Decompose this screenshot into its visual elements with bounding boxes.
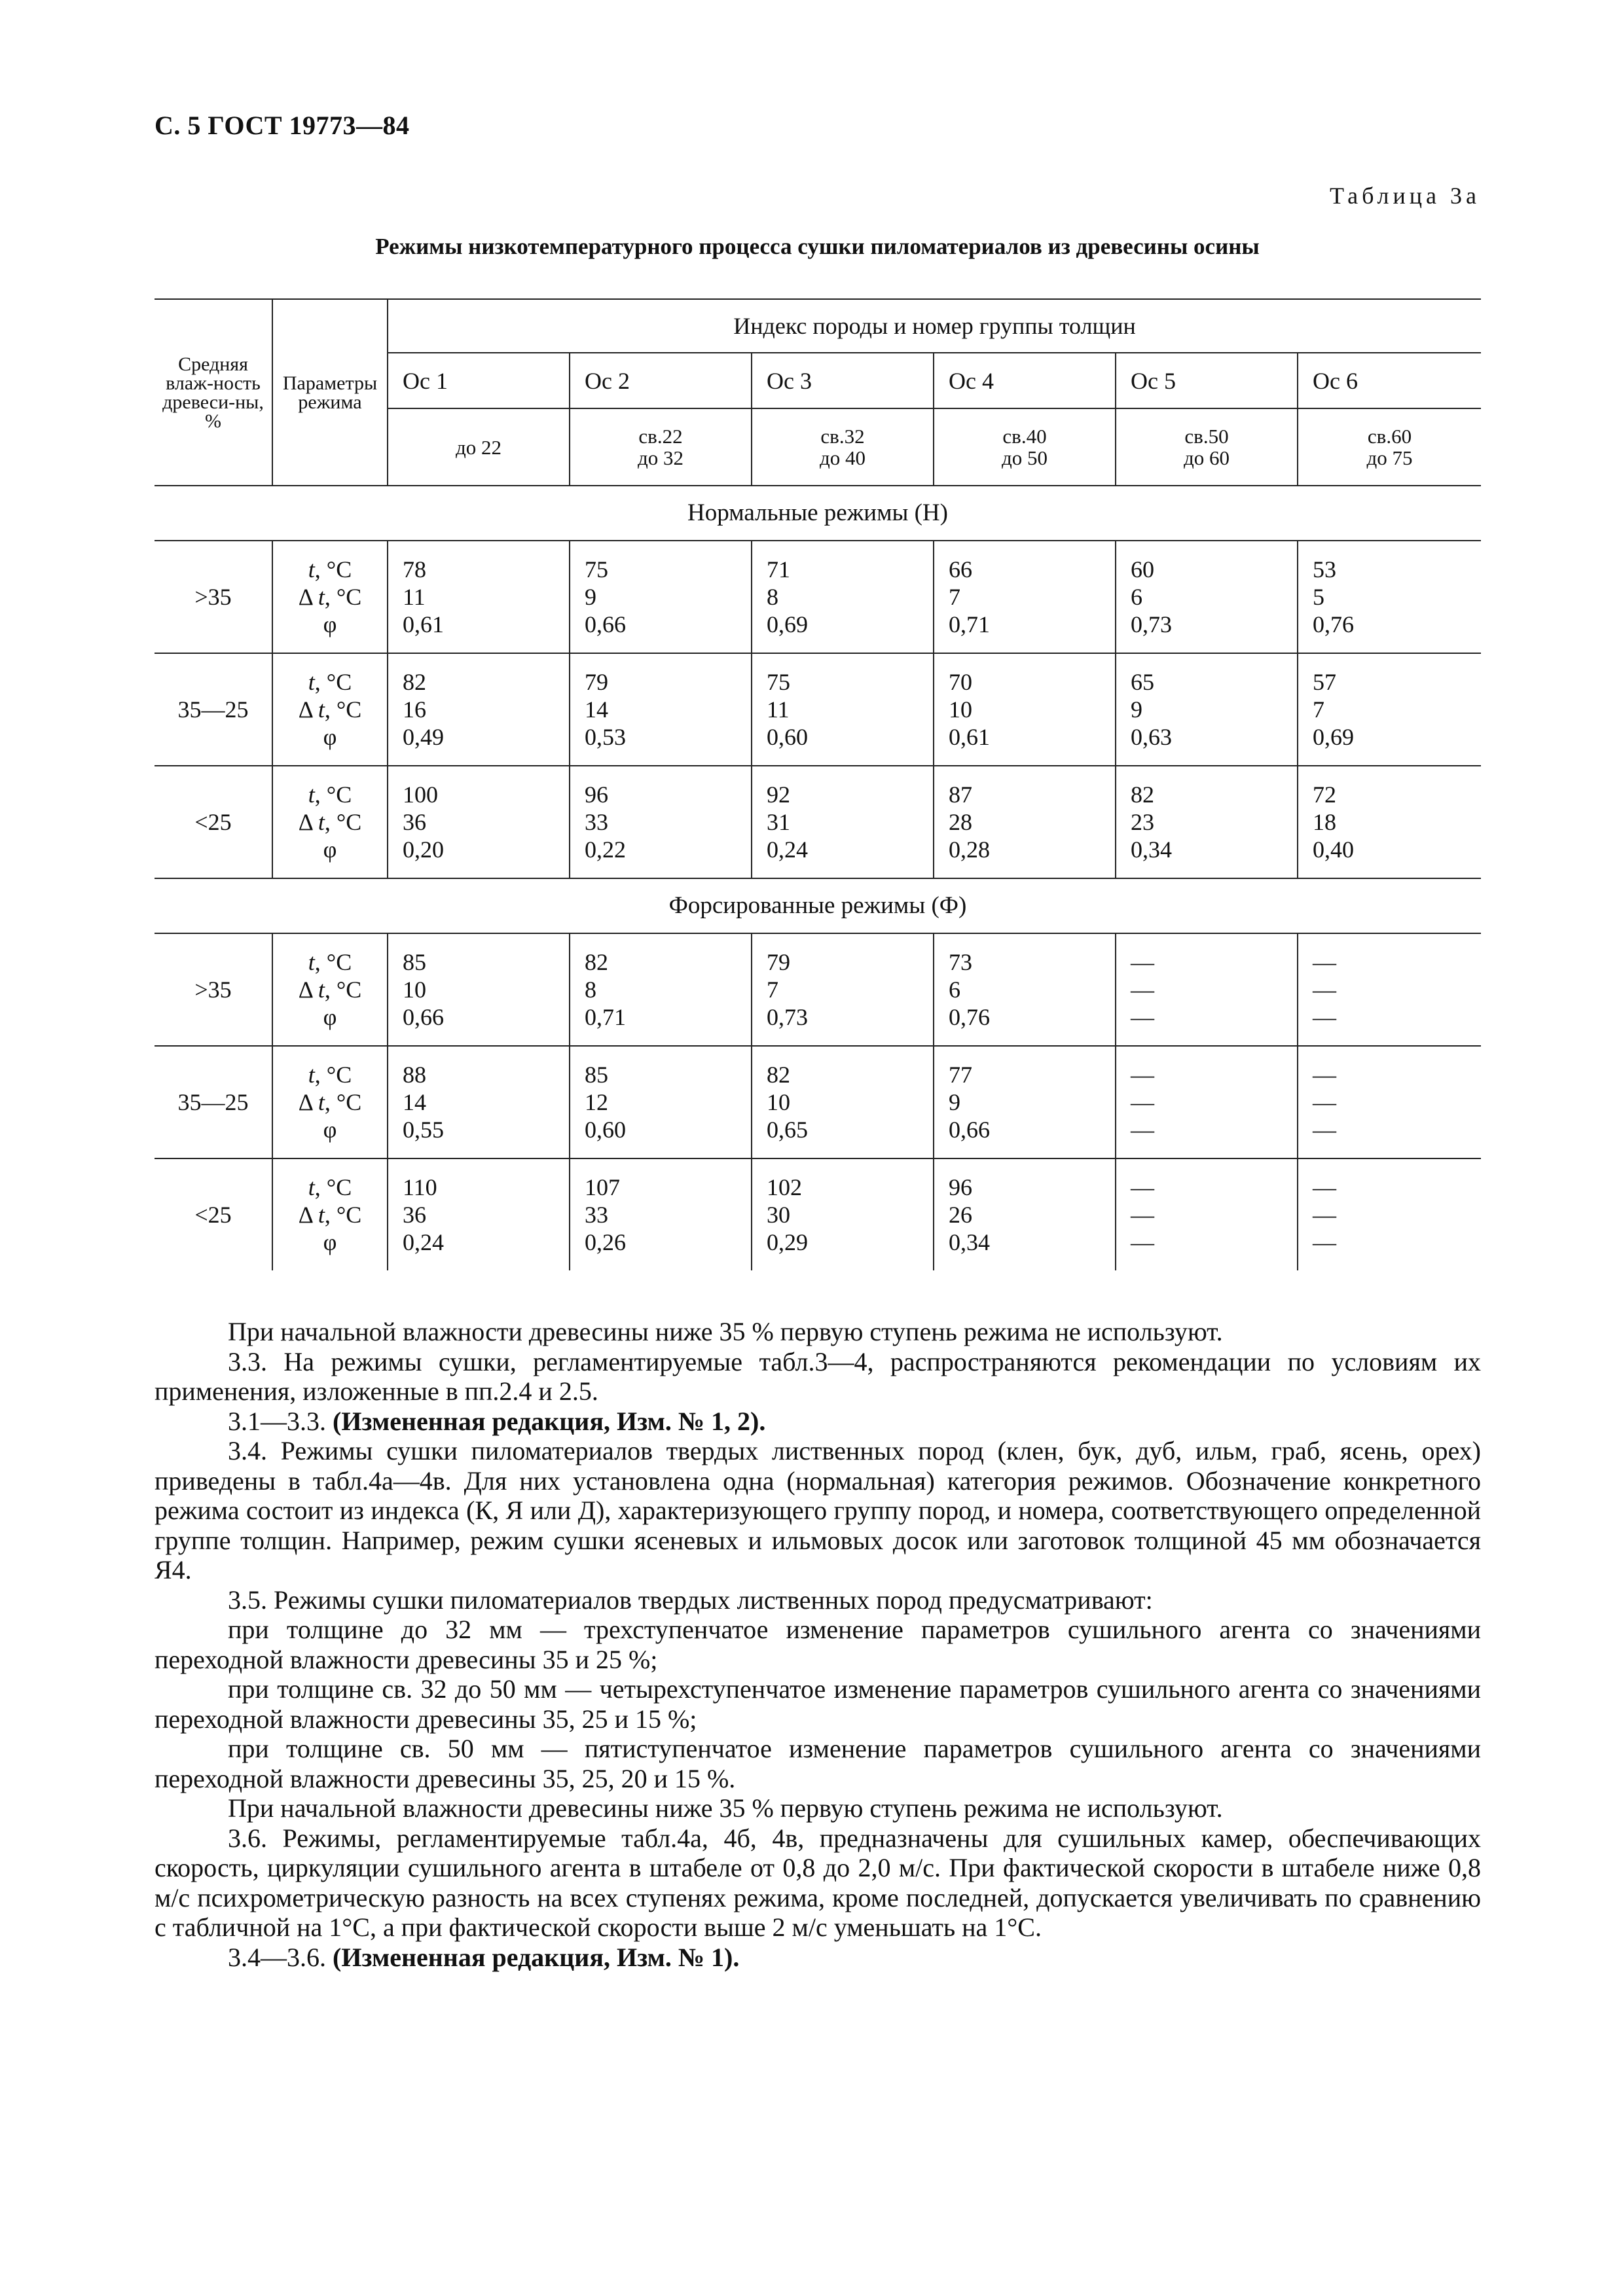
- value: 82: [403, 669, 426, 695]
- value: 0,65: [767, 1117, 808, 1143]
- param-label: t, °C: [308, 556, 352, 583]
- value: 0,76: [1313, 611, 1354, 637]
- value: —: [1313, 1229, 1336, 1255]
- value-cell: [934, 541, 1116, 653]
- value-cell: [388, 1158, 570, 1270]
- value: 53: [1313, 556, 1336, 583]
- value-cell: [934, 933, 1116, 1046]
- temperature-symbol: t: [318, 696, 325, 723]
- species-index: Ос 6: [1298, 353, 1481, 408]
- value-cell: [570, 1046, 752, 1158]
- temperature-symbol: t: [308, 1174, 315, 1200]
- value-cell: [1298, 653, 1481, 766]
- value-cell: [934, 1158, 1116, 1270]
- value: 14: [585, 696, 608, 723]
- temperature-symbol: t: [318, 1089, 325, 1115]
- species-index: Ос 3: [752, 353, 934, 408]
- params-cell: [272, 933, 388, 1046]
- value: —: [1131, 1089, 1154, 1115]
- thickness-group: [934, 408, 1116, 486]
- param-label: Δ t, °C: [298, 809, 362, 835]
- value: 0,26: [585, 1229, 626, 1255]
- value: 96: [949, 1174, 972, 1200]
- value: 14: [403, 1089, 426, 1115]
- value: 18: [1313, 809, 1336, 835]
- section-title: Форсированные режимы (Ф): [155, 878, 1481, 933]
- moisture-cell: <25: [155, 766, 272, 878]
- value: 0,61: [403, 611, 444, 637]
- param-label: Δ t, °C: [298, 584, 362, 610]
- params-cell: [272, 766, 388, 878]
- thickness-line: св.60: [1367, 425, 1412, 448]
- value: 96: [585, 781, 608, 808]
- value: 88: [403, 1062, 426, 1088]
- value: 71: [767, 556, 790, 583]
- temperature-symbol: t: [318, 1202, 325, 1228]
- thickness-line: св.50: [1184, 425, 1229, 448]
- paragraph: [155, 1943, 1481, 1973]
- value: —: [1131, 977, 1154, 1003]
- value: 100: [403, 781, 438, 808]
- value: 0,60: [585, 1117, 626, 1143]
- value-cell: [1298, 933, 1481, 1046]
- value: 79: [767, 949, 790, 975]
- param-label: t, °C: [308, 949, 352, 975]
- value: 8: [585, 977, 596, 1003]
- temperature-symbol: t: [308, 1062, 315, 1088]
- value-cell: [1298, 766, 1481, 878]
- value: 0,71: [949, 611, 990, 637]
- thickness-group: [752, 408, 934, 486]
- value-cell: [570, 933, 752, 1046]
- moisture-cell: 35—25: [155, 1046, 272, 1158]
- value-cell: [1298, 541, 1481, 653]
- value: 73: [949, 949, 972, 975]
- clause-ref: 3.4—3.6.: [228, 1942, 333, 1972]
- value: 70: [949, 669, 972, 695]
- value-cell: [934, 766, 1116, 878]
- species-index: Ос 5: [1116, 353, 1298, 408]
- param-label: t, °C: [308, 1062, 352, 1088]
- value: 10: [403, 977, 426, 1003]
- value: 26: [949, 1202, 972, 1228]
- value-cell: [388, 1046, 570, 1158]
- value: 0,60: [767, 724, 808, 750]
- page-header: С. 5 ГОСТ 19773—84: [155, 111, 410, 140]
- value: 110: [403, 1174, 437, 1200]
- value: —: [1313, 1202, 1336, 1228]
- paragraph: 3.5. Режимы сушки пиломатериалов твердых лиственных пород предусматривают:: [228, 1585, 1153, 1615]
- temperature-symbol: t: [308, 669, 315, 695]
- value: 16: [403, 696, 426, 723]
- param-label: Δ t, °C: [298, 1089, 362, 1115]
- value-cell: [752, 541, 934, 653]
- value: 82: [767, 1062, 790, 1088]
- value-cell: [752, 1158, 934, 1270]
- moisture-cell: >35: [155, 541, 272, 653]
- param-label: Δ t, °C: [298, 977, 362, 1003]
- value: 6: [1131, 584, 1142, 610]
- temperature-symbol: t: [318, 809, 325, 835]
- paragraph: При начальной влажности древесины ниже 35 % первую ступень режима не используют.: [228, 1793, 1223, 1823]
- value: 0,20: [403, 836, 444, 863]
- paragraph: 3.6. Режимы, регламентируемые табл.4а, 4б, 4в, предназначены для сушильных камер, обеспечивающих скорость, циркуляции сушильного агента в штабеле от 0,8 до 2,0 м/с. При фактической скорости в штабеле ниже 0,8 м/с психрометрическую разность на всех ступенях режима, кроме последней, допускается увеличивать по сравнению с табличной на 1°С, а при фактической скорости выше 2 м/с уменьшать на 1°С.: [155, 1823, 1481, 1942]
- value: 7: [767, 977, 778, 1003]
- value-cell: [752, 933, 934, 1046]
- param-label: φ: [323, 836, 337, 863]
- value: —: [1313, 1004, 1336, 1030]
- section-title: Нормальные режимы (Н): [155, 486, 1481, 541]
- value-cell: [752, 1046, 934, 1158]
- species-index: Ос 1: [388, 353, 570, 408]
- value: 92: [767, 781, 790, 808]
- param-label: Δ t, °C: [298, 1202, 362, 1228]
- value: —: [1131, 949, 1154, 975]
- value-cell: [1116, 766, 1298, 878]
- value: 23: [1131, 809, 1154, 835]
- value: 82: [1131, 781, 1154, 808]
- col-header-params: Параметры режима: [272, 299, 388, 486]
- value-cell: [388, 541, 570, 653]
- value: 77: [949, 1062, 972, 1088]
- table-row: [155, 653, 1481, 766]
- value: —: [1131, 1229, 1154, 1255]
- table-row: [155, 541, 1481, 653]
- param-label: φ: [323, 1004, 337, 1030]
- value: —: [1131, 1062, 1154, 1088]
- value: 12: [585, 1089, 608, 1115]
- value: 66: [949, 556, 972, 583]
- table-row: [155, 933, 1481, 1046]
- thickness-line: до 75: [1366, 446, 1413, 469]
- paragraph: при толщине св. 50 мм — пятиступенчатое изменение параметров сушильного агента со значениями переходной влажности древесины 35, 25, 20 и 15 %.: [155, 1734, 1481, 1793]
- thickness-line: до 60: [1183, 446, 1230, 469]
- paragraph: при толщине до 32 мм — трехступенчатое изменение параметров сушильного агента со значениями переходной влажности древесины 35 и 25 %;: [155, 1615, 1481, 1674]
- value: 79: [585, 669, 608, 695]
- thickness-group: [570, 408, 752, 486]
- value: 78: [403, 556, 426, 583]
- value: —: [1131, 1004, 1154, 1030]
- value: 0,49: [403, 724, 444, 750]
- thickness-line: до 50: [1001, 446, 1048, 469]
- value: 6: [949, 977, 960, 1003]
- paragraph: 3.4. Режимы сушки пиломатериалов твердых лиственных пород (клен, бук, дуб, ильм, граб, ясень, орех) приведены в табл.4а—4в. Для них установлена одна (нормальная) категория режимов. Обозначение конкретного режима состоит из индекса (К, Я или Д), характеризующего группу пород, и номера, соответствующего определенной группе толщин. Например, режим сушки ясеневых и ильмовых досок или заготовок толщиной 45 мм обозначается Я4.: [155, 1436, 1481, 1585]
- table-row: [155, 1046, 1481, 1158]
- value: 33: [585, 1202, 608, 1228]
- params-cell: [272, 1046, 388, 1158]
- thickness-line: до 32: [637, 446, 684, 469]
- value-cell: [1116, 933, 1298, 1046]
- table-row: [155, 1158, 1481, 1270]
- value: 10: [767, 1089, 790, 1115]
- body-text: [155, 1317, 1481, 1972]
- thickness-line: до 22: [455, 435, 502, 459]
- value: 0,73: [1131, 611, 1172, 637]
- params-cell: [272, 1158, 388, 1270]
- value-cell: [752, 653, 934, 766]
- value: 75: [585, 556, 608, 583]
- value: 0,40: [1313, 836, 1354, 863]
- value: 11: [767, 696, 790, 723]
- value-cell: [388, 933, 570, 1046]
- value: 33: [585, 809, 608, 835]
- value: —: [1131, 1202, 1154, 1228]
- param-label: t, °C: [308, 781, 352, 808]
- amendment-note: (Измененная редакция, Изм. № 1).: [333, 1942, 740, 1972]
- value-cell: [1116, 1046, 1298, 1158]
- param-label: φ: [323, 1229, 337, 1255]
- param-label: t, °C: [308, 1174, 352, 1200]
- value: 8: [767, 584, 778, 610]
- value: 9: [585, 584, 596, 610]
- value: 0,29: [767, 1229, 808, 1255]
- param-label: φ: [323, 611, 337, 637]
- value: 102: [767, 1174, 802, 1200]
- value: 0,69: [1313, 724, 1354, 750]
- value-cell: [388, 653, 570, 766]
- species-index: Ос 4: [934, 353, 1116, 408]
- value: 11: [403, 584, 426, 610]
- value: 7: [1313, 696, 1324, 723]
- value: 9: [1131, 696, 1142, 723]
- col-header-moisture: Средняя влаж-ность древеси-ны, %: [155, 299, 272, 486]
- value: —: [1313, 1062, 1336, 1088]
- value: 57: [1313, 669, 1336, 695]
- value-cell: [1116, 1158, 1298, 1270]
- param-label: φ: [323, 1117, 337, 1143]
- value-cell: [570, 1158, 752, 1270]
- value: 0,73: [767, 1004, 808, 1030]
- species-index: Ос 2: [570, 353, 752, 408]
- param-label: φ: [323, 724, 337, 750]
- value: —: [1313, 977, 1336, 1003]
- temperature-symbol: t: [308, 949, 315, 975]
- value: 10: [949, 696, 972, 723]
- temperature-symbol: t: [308, 781, 315, 808]
- paragraph: [155, 1407, 1481, 1437]
- value: 5: [1313, 584, 1324, 610]
- amendment-note: (Измененная редакция, Изм. № 1, 2).: [333, 1406, 766, 1436]
- value: 0,53: [585, 724, 626, 750]
- value-cell: [1116, 541, 1298, 653]
- thickness-group: [1298, 408, 1481, 486]
- value: 0,24: [403, 1229, 444, 1255]
- value: 60: [1131, 556, 1154, 583]
- value: 0,24: [767, 836, 808, 863]
- value: 0,69: [767, 611, 808, 637]
- param-label: t, °C: [308, 669, 352, 695]
- value: —: [1131, 1117, 1154, 1143]
- params-cell: [272, 541, 388, 653]
- value-cell: [1116, 653, 1298, 766]
- value: 36: [403, 809, 426, 835]
- moisture-cell: >35: [155, 933, 272, 1046]
- thickness-line: св.22: [638, 425, 683, 448]
- thickness-group: [388, 408, 570, 486]
- table-label: Таблица 3а: [1330, 183, 1480, 209]
- thickness-line: до 40: [819, 446, 866, 469]
- value: 87: [949, 781, 972, 808]
- value: 85: [403, 949, 426, 975]
- value: 75: [767, 669, 790, 695]
- table-title: Режимы низкотемпературного процесса сушки пиломатериалов из древесины осины: [375, 234, 1260, 259]
- value-cell: [752, 766, 934, 878]
- value: 0,61: [949, 724, 990, 750]
- value: 36: [403, 1202, 426, 1228]
- value: 7: [949, 584, 960, 610]
- value: 0,76: [949, 1004, 990, 1030]
- moisture-cell: <25: [155, 1158, 272, 1270]
- value: 0,66: [403, 1004, 444, 1030]
- group-header: Индекс породы и номер группы толщин: [388, 299, 1481, 353]
- table-row: [155, 766, 1481, 878]
- value: 0,22: [585, 836, 626, 863]
- value-cell: [934, 653, 1116, 766]
- param-label: Δ t, °C: [298, 696, 362, 723]
- value: 82: [585, 949, 608, 975]
- value: —: [1313, 1089, 1336, 1115]
- temperature-symbol: t: [318, 584, 325, 610]
- value: 0,66: [949, 1117, 990, 1143]
- temperature-symbol: t: [308, 556, 315, 583]
- value: 0,28: [949, 836, 990, 863]
- value: —: [1313, 1174, 1336, 1200]
- value: 0,55: [403, 1117, 444, 1143]
- value-cell: [934, 1046, 1116, 1158]
- thickness-line: св.32: [820, 425, 865, 448]
- value: 0,34: [949, 1229, 990, 1255]
- value: —: [1313, 1117, 1336, 1143]
- params-cell: [272, 653, 388, 766]
- temperature-symbol: t: [318, 977, 325, 1003]
- moisture-cell: 35—25: [155, 653, 272, 766]
- paragraph: 3.3. На режимы сушки, регламентируемые табл.3—4, распространяются рекомендации по условиям их применения, изложенные в пп.2.4 и 2.5.: [155, 1346, 1481, 1406]
- value: 0,34: [1131, 836, 1172, 863]
- clause-ref: 3.1—3.3.: [228, 1406, 333, 1436]
- value-cell: [570, 653, 752, 766]
- value: 72: [1313, 781, 1336, 808]
- value: 28: [949, 809, 972, 835]
- thickness-group: [1116, 408, 1298, 486]
- value: 0,71: [585, 1004, 626, 1030]
- value: 9: [949, 1089, 960, 1115]
- value: 0,63: [1131, 724, 1172, 750]
- value: 30: [767, 1202, 790, 1228]
- thickness-line: св.40: [1002, 425, 1047, 448]
- value: 31: [767, 809, 790, 835]
- value: 85: [585, 1062, 608, 1088]
- value: 0,66: [585, 611, 626, 637]
- value: —: [1313, 949, 1336, 975]
- value-cell: [1298, 1158, 1481, 1270]
- value: 107: [585, 1174, 620, 1200]
- drying-modes-table: [155, 298, 1481, 1270]
- value: 65: [1131, 669, 1154, 695]
- value-cell: [388, 766, 570, 878]
- value: —: [1131, 1174, 1154, 1200]
- value-cell: [570, 541, 752, 653]
- paragraph: При начальной влажности древесины ниже 35 % первую ступень режима не используют.: [228, 1317, 1223, 1346]
- paragraph: при толщине св. 32 до 50 мм — четырехступенчатое изменение параметров сушильного агента со значениями переходной влажности древесины 35, 25 и 15 %;: [155, 1674, 1481, 1734]
- value-cell: [1298, 1046, 1481, 1158]
- value-cell: [570, 766, 752, 878]
